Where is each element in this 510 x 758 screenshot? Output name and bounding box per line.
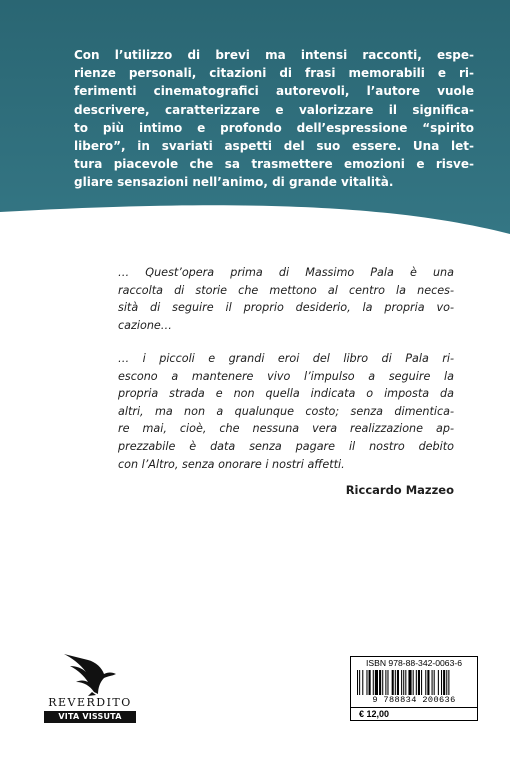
barcode-block (350, 656, 478, 721)
barcode-bar (385, 670, 386, 695)
price-row (351, 707, 477, 721)
blurb-line: libero”, in svariati aspetti del suo essere. Una let- (74, 139, 474, 154)
barcode-bar (359, 670, 360, 695)
quote-line: raccolta di storie che mettono al centro la neces- (118, 283, 454, 297)
blurb-text (74, 46, 474, 192)
quote-line: prezzabile è data senza pagare il nostro debito (118, 439, 454, 453)
blurb-line: ferimenti cinematografici autorevoli, l’autore vuole (74, 84, 474, 99)
barcode-bar (392, 670, 394, 695)
ean-digits: 9 788834 200636 (372, 695, 456, 705)
barcode-bar (425, 670, 426, 695)
barcode-bar (416, 670, 417, 695)
isbn-text: ISBN 978-88-342-0063-6 (365, 658, 463, 668)
barcode-bar (434, 670, 435, 695)
barcode-bar (413, 670, 414, 695)
series-name: VITA VISSUTA (44, 711, 136, 723)
barcode-bar (448, 670, 449, 695)
barcode-bar (362, 670, 363, 695)
barcode-bars (355, 670, 473, 695)
barcode-bar (357, 670, 358, 695)
blurb-line: tura piacevole che sa trasmettere emozioni e risve- (74, 157, 474, 172)
blurb-line: to più intimo e profondo dell’espressione “spirito (74, 120, 474, 135)
barcode-bar (421, 670, 422, 695)
barcode-bar (379, 670, 381, 695)
blurb-line: descrivere, caratterizzare e valorizzare il significa- (74, 102, 474, 117)
quote-line: … i piccoli e grandi eroi del libro di Pala ri- (118, 352, 454, 365)
barcode-bar (418, 670, 420, 695)
review-quote-1 (118, 264, 454, 334)
review-quote-2 (118, 350, 454, 473)
barcode-bar (373, 670, 374, 695)
barcode-bar (441, 670, 442, 695)
quote-line: propria strada e non quella indicata o imposta da (118, 387, 454, 401)
barcode-bar (366, 670, 367, 695)
barcode-bar (395, 670, 396, 695)
barcode-bar (408, 670, 411, 695)
quote-line: escono a mantenere vivo l’impulso a seguire la (118, 369, 454, 383)
barcode-bar (446, 670, 447, 695)
barcode-bar (432, 670, 433, 695)
quote-line: cazione… (118, 318, 172, 332)
barcode-bar (427, 670, 429, 695)
barcode-bar (369, 670, 371, 695)
quote-line: re mai, cioè, che nessuna vera realizzazione ap- (118, 422, 454, 436)
barcode-bar (401, 670, 402, 695)
price-text: € 12,00 (359, 709, 390, 719)
blurb-line: rienze personali, citazioni di frasi memorabili e ri- (74, 66, 474, 81)
quote-line: sità di seguire il proprio desiderio, la propria vo- (118, 301, 454, 315)
blurb-line: Con l’utilizzo di brevi ma intensi racconti, espe- (74, 48, 474, 62)
publisher-name: REVERDITO (48, 696, 132, 709)
quote-line: con l’Altro, senza onorare i nostri affetti. (118, 457, 345, 471)
bird-logo-icon (62, 652, 118, 696)
quote-line: altri, ma non a qualunque costo; senza dimentica- (118, 404, 454, 418)
barcode-bar (382, 670, 383, 695)
barcode-bar (375, 670, 378, 695)
publisher-logo (42, 652, 138, 724)
barcode-bar (403, 670, 404, 695)
barcode-bar (443, 670, 445, 695)
barcode-bar (397, 670, 399, 695)
barcode-bar (387, 670, 388, 695)
blurb-line: gliare sensazioni nell’animo, di grande vitalità. (74, 175, 394, 190)
quote-line: … Quest’opera prima di Massimo Pala è una (118, 266, 454, 279)
blurb-band (0, 0, 510, 240)
quote-author: Riccardo Mazzeo (345, 483, 454, 497)
barcode-bar (438, 670, 439, 695)
barcode-bar (405, 670, 406, 695)
